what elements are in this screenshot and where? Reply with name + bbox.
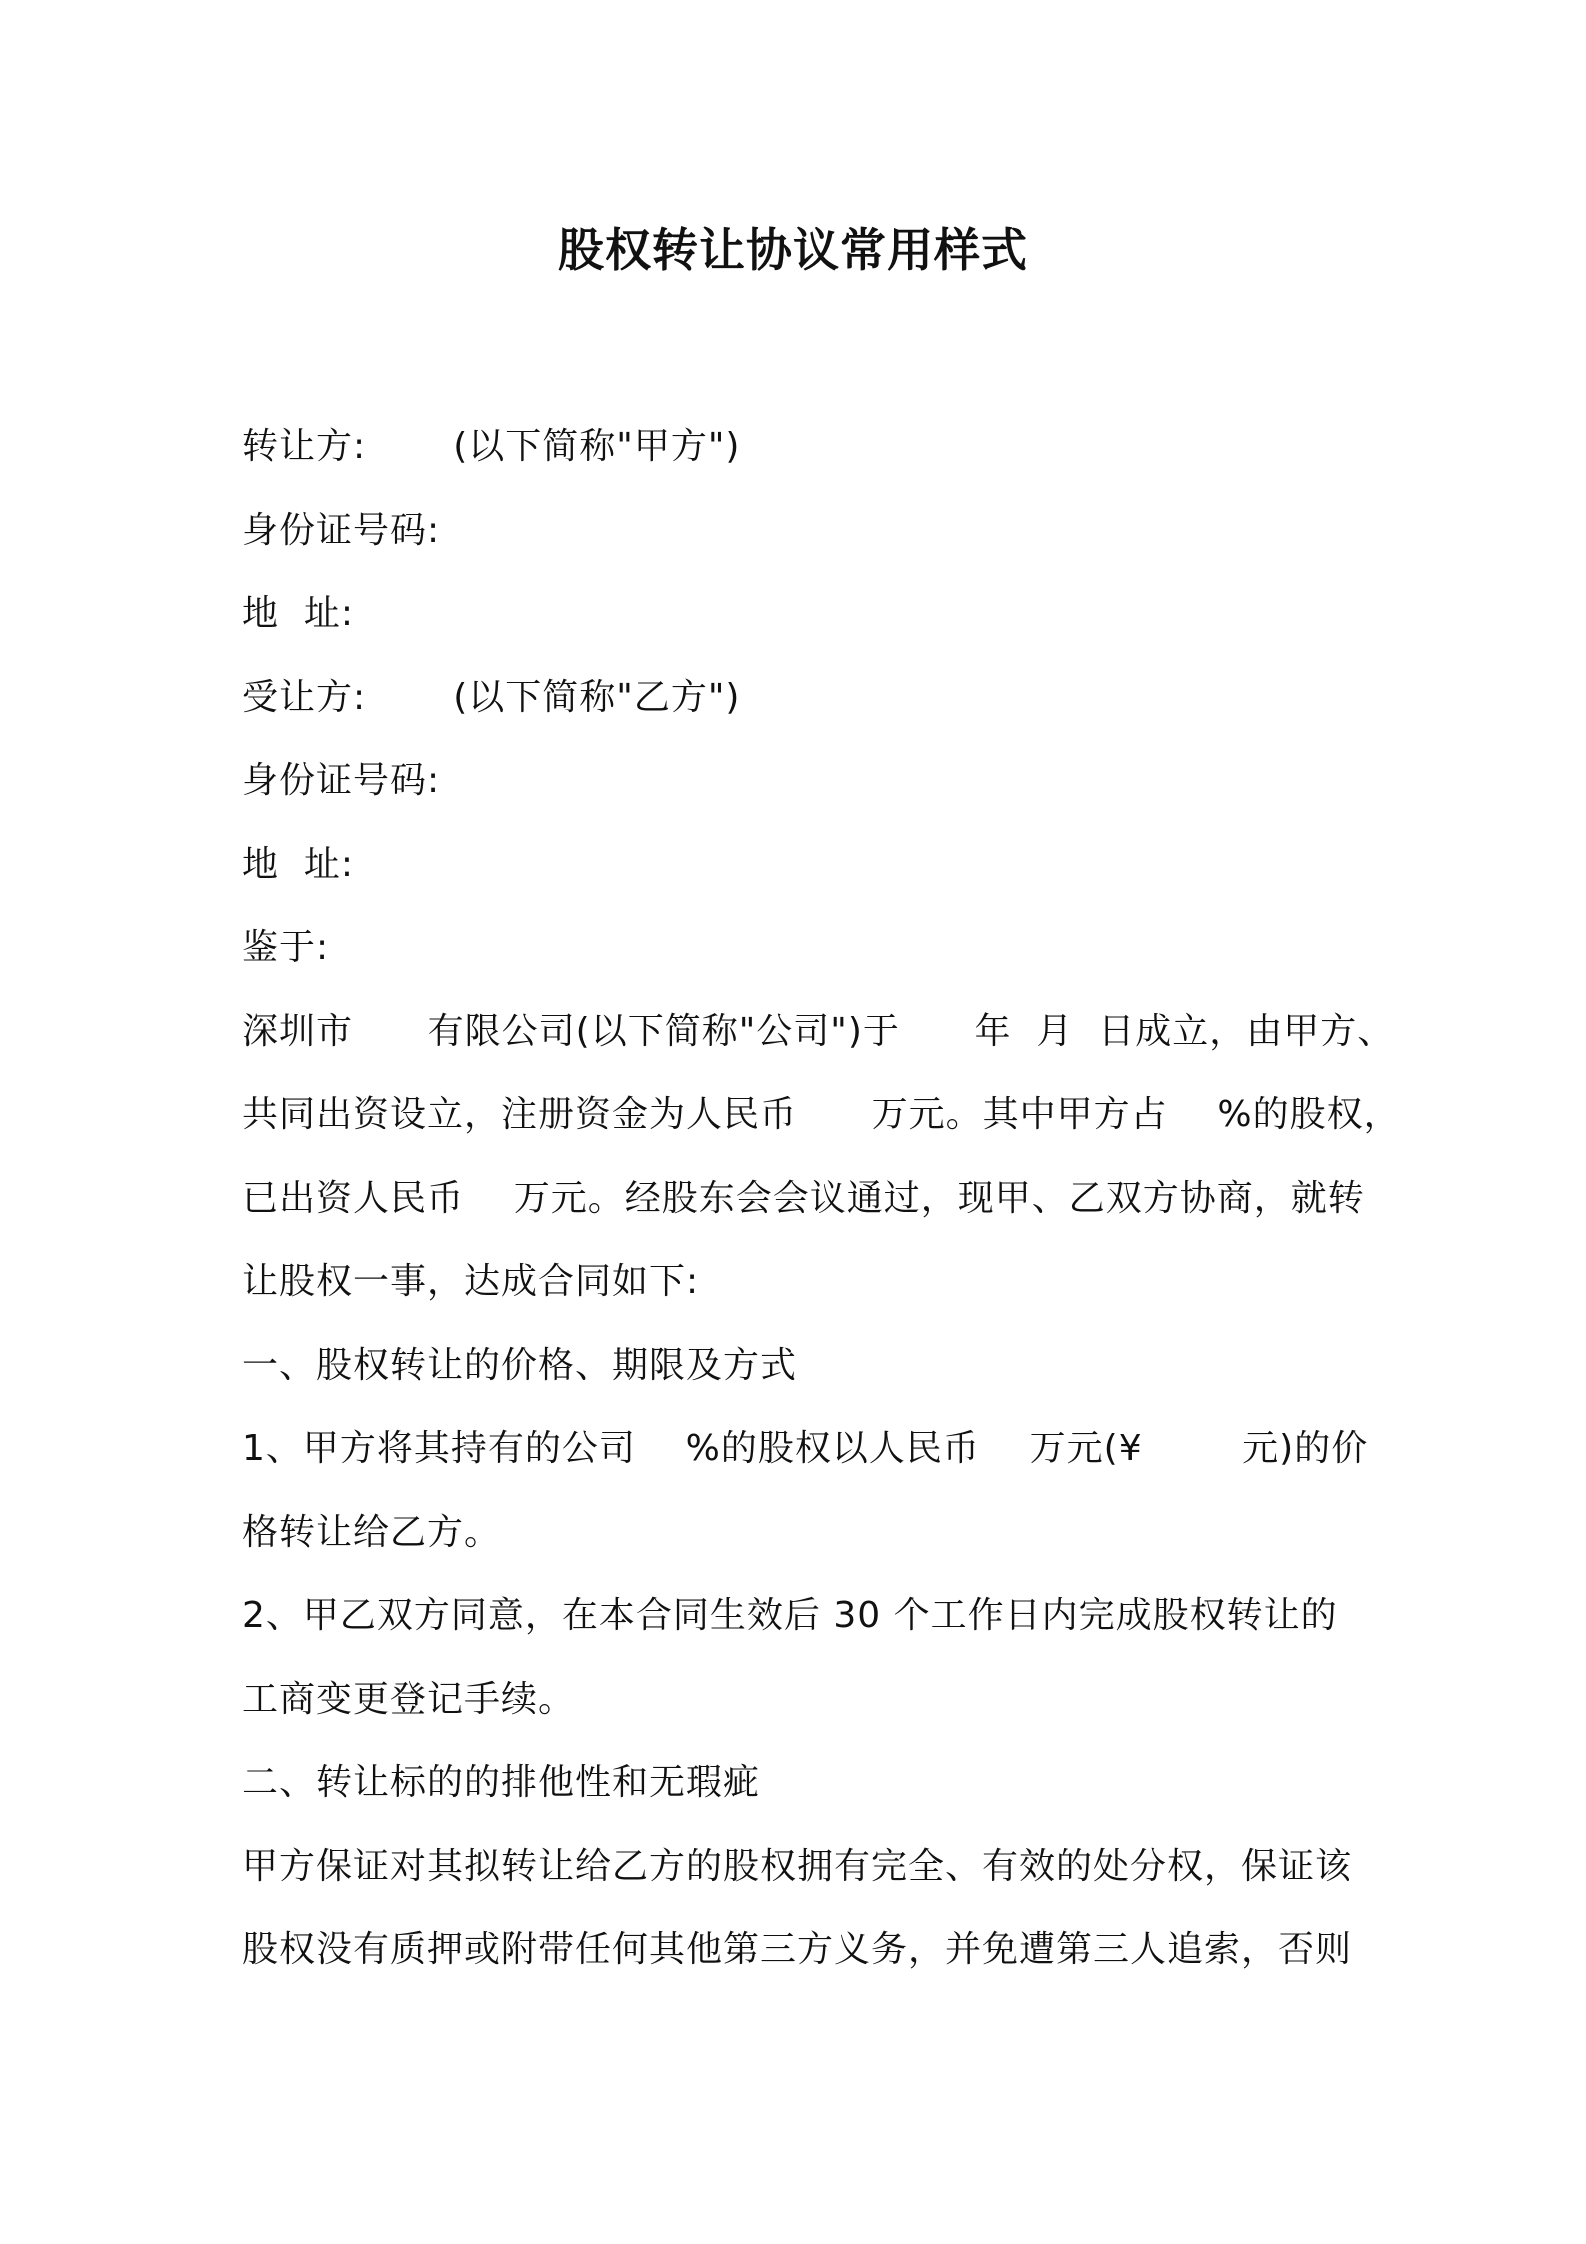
party-b-line: 受让方: (以下简称"乙方")	[242, 676, 741, 718]
document-body	[242, 405, 1401, 1992]
party-a-address-line: 地 址:	[242, 593, 355, 634]
section-heading-2: 二、转让标的的排他性和无瑕疵	[242, 1762, 761, 1803]
paragraph-line: 甲方保证对其拟转让给乙方的股权拥有完全、有效的处分权，保证该	[242, 1845, 1353, 1887]
clause-line: 2、甲乙双方同意，在本合同生效后 30 个工作日内完成股权转让的	[242, 1595, 1338, 1636]
section-heading-1: 一、股权转让的价格、期限及方式	[242, 1344, 798, 1386]
whereas-line: 鉴于:	[242, 927, 330, 968]
clause-line: 格转让给乙方。	[242, 1511, 502, 1553]
party-b-address-line: 地 址:	[242, 843, 355, 885]
paragraph-line: 共同出资设立，注册资金为人民币 万元。其中甲方占 %的股权，	[242, 1094, 1401, 1135]
paragraph-line: 股权没有质押或附带任何其他第三方义务，并免遭第三人追索，否则	[242, 1929, 1353, 1970]
party-a-line: 转让方: (以下简称"甲方")	[242, 426, 741, 467]
paragraph-line: 深圳市 有限公司(以下简称"公司")于 年 月 日成立，由甲方、	[242, 1010, 1395, 1052]
paragraph-line: 已出资人民币 万元。经股东会会议通过，现甲、乙双方协商，就转	[242, 1177, 1365, 1219]
clause-line: 工商变更登记手续。	[242, 1678, 576, 1720]
party-a-id-line: 身份证号码:	[242, 509, 441, 551]
clause-line: 1、甲方将其持有的公司 %的股权以人民币 万元(¥ 元)的价	[242, 1428, 1369, 1469]
document-title: 股权转让协议常用样式	[558, 223, 1028, 277]
party-b-id-line: 身份证号码:	[242, 760, 441, 801]
paragraph-line: 让股权一事，达成合同如下:	[242, 1261, 700, 1302]
